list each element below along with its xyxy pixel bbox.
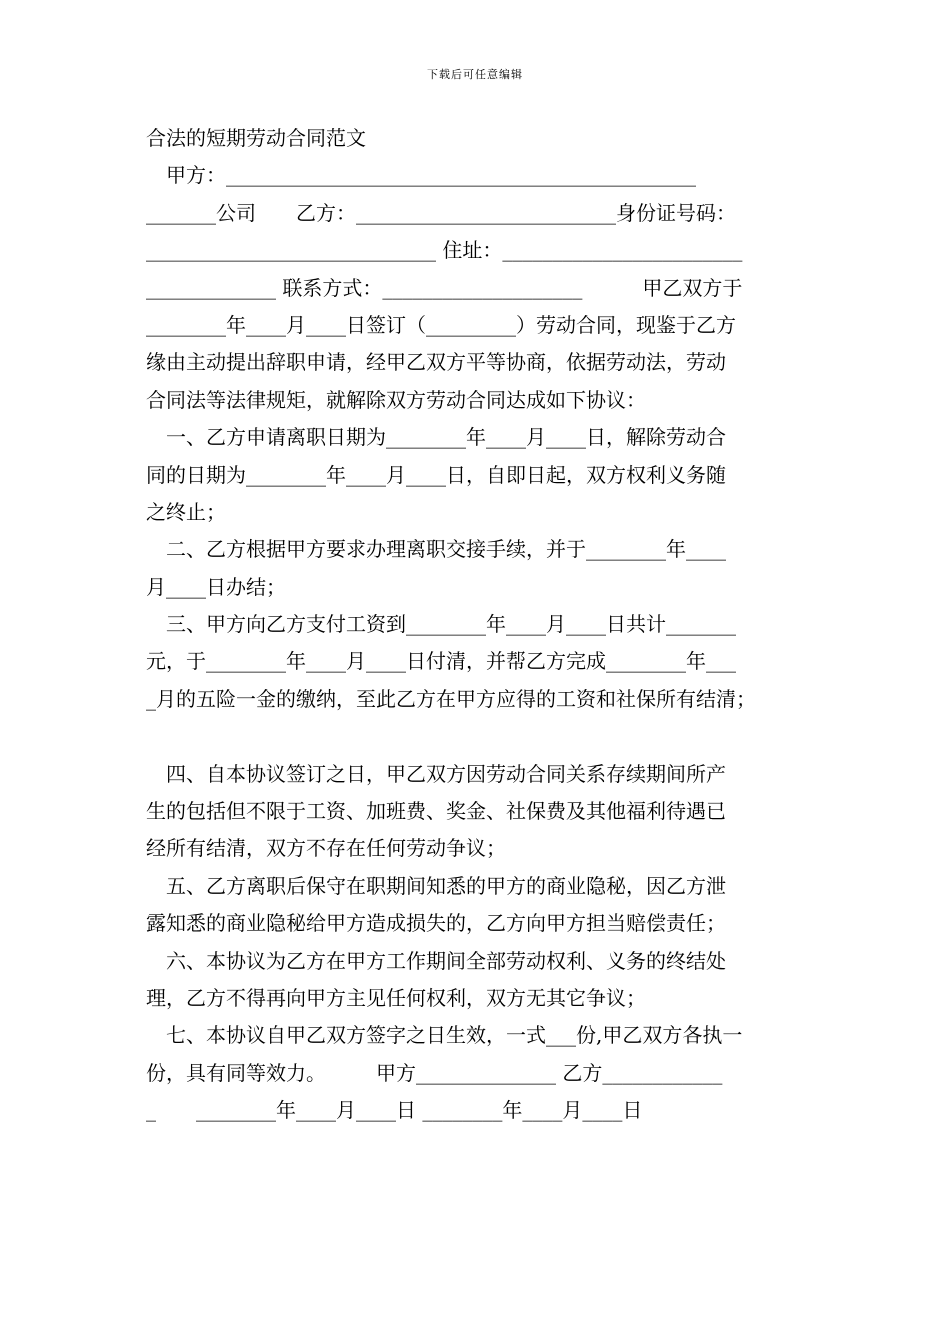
text-line: _ ________年____月____日 ________年____月____日	[146, 1098, 643, 1123]
text-line: 合同法等法律规矩，就解除双方劳动合同达成如下协议：	[146, 387, 646, 412]
text-line: 二、乙方根据甲方要求办理离职交接手续，并于________年____	[146, 537, 726, 562]
text-line: 份，具有同等效力。 甲方______________ 乙方____________	[146, 1060, 723, 1085]
text-line: 同的日期为________年____月____日，自即日起，双方权利义务随	[146, 462, 726, 487]
text-line: 缘由主动提出辞职申请，经甲乙双方平等协商，依据劳动法，劳动	[146, 350, 726, 375]
text-line: ________年____月____日签订（_________）劳动合同，现鉴于乙方	[146, 312, 736, 337]
text-line: 五、乙方离职后保守在职期间知悉的甲方的商业隐秘，因乙方泄	[146, 873, 726, 898]
text-line: 七、本协议自甲乙双方签字之日生效，一式___份,甲乙双方各执一	[146, 1023, 743, 1048]
text-line: 月____日办结；	[146, 574, 286, 599]
text-line: 元，于________年____月____日付清，并帮乙方完成________年___	[146, 649, 736, 674]
text-line: 生的包括但不限于工资、加班费、奖金、社保费及其他福利待遇已	[146, 799, 726, 824]
document-title: 合法的短期劳动合同范文	[146, 126, 366, 150]
text-line: _月的五险一金的缴纳，至此乙方在甲方应得的工资和社保所有结清；	[146, 686, 756, 711]
text-line: 四、自本协议签订之日，甲乙双方因劳动合同关系存续期间所产	[146, 761, 726, 786]
text-line: 之终止；	[146, 499, 226, 524]
text-line: 经所有结清，双方不存在任何劳动争议；	[146, 836, 506, 861]
text-line: 一、乙方申请离职日期为________年____月____日，解除劳动合	[146, 425, 726, 450]
text-line: 甲方：_______________________________________________	[146, 163, 696, 188]
text-line: 三、甲方向乙方支付工资到________年____月____日共计_______	[146, 612, 736, 637]
page-header-note: 下载后可任意编辑	[427, 68, 523, 81]
contract-text	[146, 157, 818, 1129]
text-line: 理，乙方不得再向甲方主见任何权利，双方无其它争议；	[146, 985, 646, 1010]
text-line: _______公司 乙方：__________________________身份证号码：	[146, 200, 736, 225]
blank-line	[146, 718, 818, 755]
text-line: _____________ 联系方式：____________________ 甲乙双方于	[146, 275, 743, 300]
text-line: 露知悉的商业隐秘给甲方造成损失的，乙方向甲方担当赔偿责任；	[146, 911, 726, 936]
text-line: _____________________________ 住址：________________________	[146, 238, 743, 263]
document-body	[146, 120, 818, 1130]
text-line: 六、本协议为乙方在甲方工作期间全部劳动权利、义务的终结处	[146, 948, 726, 973]
